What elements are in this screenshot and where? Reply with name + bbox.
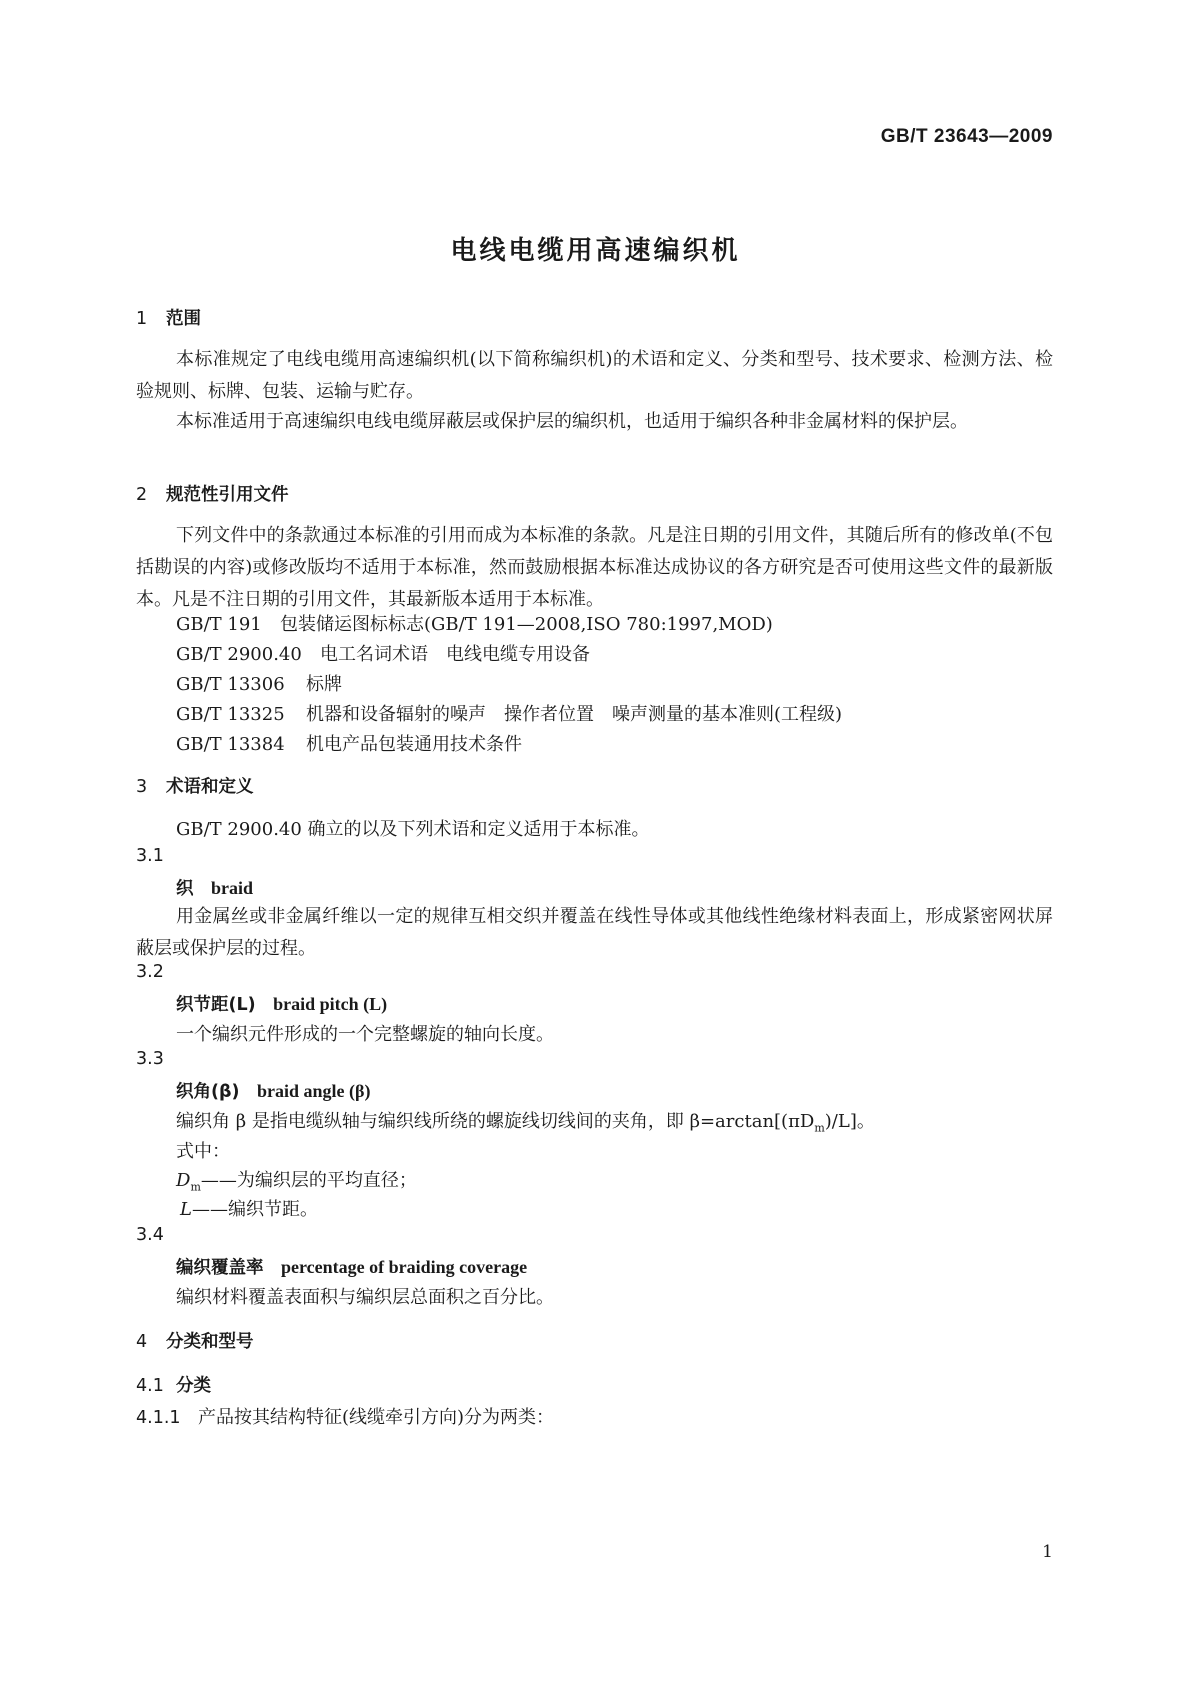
subsection-title: 分类: [176, 1376, 211, 1396]
term-chinese: 织角(β): [176, 1082, 240, 1102]
section-number: 1: [136, 309, 148, 329]
clause-text: 产品按其结构特征(线缆牵引方向)分为两类：: [198, 1407, 555, 1428]
term-heading: [176, 1254, 527, 1279]
term-heading: [176, 875, 253, 900]
subscript: m: [190, 1180, 201, 1194]
term-definition: 编织材料覆盖表面积与编织层总面积之百分比。: [176, 1287, 554, 1308]
document-title: 电线电缆用高速编织机: [450, 236, 741, 266]
term-number: 3.4: [136, 1225, 164, 1245]
section-title: 范围: [166, 309, 201, 329]
reference-item: [176, 640, 590, 666]
section-2-paragraph-1: 下列文件中的条款通过本标准的引用而成为本标准的条款。凡是注日期的引用文件，其随后所有的修改单(不包括勘误的内容)或修改版均不适用于本标准，然而鼓励根据本标准达成协议的各方研究是否可使用这些文件的最新版本。凡是不注日期的引用文件，其最新版本适用于本标准。: [136, 525, 1053, 610]
section-1-paragraph-2: 本标准适用于高速编织电线电缆屏蔽层或保护层的编织机，也适用于编织各种非金属材料的保护层。: [176, 411, 968, 432]
term-english: braid pitch (L): [273, 994, 388, 1014]
reference-text: 机器和设备辐射的噪声 操作者位置 噪声测量的基本准则(工程级): [306, 704, 843, 725]
term-definition: 一个编织元件形成的一个完整螺旋的轴向长度。: [176, 1024, 554, 1045]
section-title: 规范性引用文件: [166, 485, 289, 505]
reference-item: [176, 610, 773, 636]
page-number: 1: [1042, 1542, 1053, 1562]
term-number: 3.1: [136, 846, 164, 866]
section-2-heading: [136, 481, 289, 506]
term-definition: [176, 1107, 875, 1135]
term-chinese: 编织覆盖率: [176, 1258, 264, 1278]
definition-text: 编织角 β 是指电缆纵轴与编织线所绕的螺旋线切线间的夹角，即 β=arctan[(πD: [176, 1111, 815, 1132]
term-english: braid: [211, 878, 254, 898]
section-number: 4: [136, 1332, 148, 1352]
reference-code: GB/T 191: [176, 614, 262, 635]
subscript: m: [814, 1121, 825, 1135]
term-number: 3.2: [136, 962, 164, 982]
term-definition: 用金属丝或非金属纤维以一定的规律互相交织并覆盖在线性导体或其他线性绝缘材料表面上，形成紧密网状屏蔽层或保护层的过程。: [136, 906, 1053, 959]
subsection-4-1-heading: [136, 1372, 211, 1397]
section-title: 术语和定义: [166, 777, 254, 797]
formula-where-label: 式中：: [176, 1141, 230, 1162]
term-chinese: 织: [176, 879, 194, 899]
section-1-paragraph-1: 本标准规定了电线电缆用高速编织机(以下简称编织机)的术语和定义、分类和型号、技术要求、检测方法、检验规则、标牌、包装、运输与贮存。: [136, 349, 1053, 402]
term-english: percentage of braiding coverage: [281, 1257, 528, 1277]
section-title: 分类和型号: [166, 1332, 254, 1352]
reference-item: [176, 730, 522, 756]
term-number: 3.3: [136, 1049, 164, 1069]
term-heading: [176, 1078, 371, 1103]
subsection-number: 4.1: [136, 1376, 164, 1396]
term-heading: [176, 991, 387, 1016]
section-number: 3: [136, 777, 148, 797]
reference-code: GB/T 13306: [176, 674, 285, 695]
variable-symbol: D: [176, 1170, 191, 1191]
reference-code: GB/T 13325: [176, 704, 285, 725]
reference-item: [176, 700, 842, 726]
variable-description: ——为编织层的平均直径；: [200, 1170, 417, 1191]
section-3-intro: GB/T 2900.40 确立的以及下列术语和定义适用于本标准。: [176, 819, 650, 840]
section-number: 2: [136, 485, 148, 505]
definition-text: )/L]。: [824, 1111, 875, 1132]
term-chinese: 织节距(L): [176, 995, 256, 1015]
term-english: braid angle (β): [257, 1081, 371, 1101]
reference-text: 机电产品包装通用技术条件: [306, 734, 522, 755]
formula-variable: [176, 1166, 417, 1194]
clause-number: 4.1.1: [136, 1408, 181, 1428]
clause-4-1-1: [136, 1403, 554, 1429]
reference-code: GB/T 2900.40: [176, 644, 302, 665]
variable-description: ——编织节距。: [191, 1199, 318, 1220]
reference-text: 包装储运图标标志(GB/T 191—2008,ISO 780:1997,MOD): [280, 614, 773, 635]
formula-variable: [180, 1195, 318, 1221]
section-3-heading: [136, 773, 254, 798]
variable-symbol: L: [180, 1199, 192, 1220]
reference-item: [176, 670, 342, 696]
reference-code: GB/T 13384: [176, 734, 285, 755]
standard-number: GB/T 23643—2009: [880, 126, 1053, 147]
reference-text: 电工名词术语 电线电缆专用设备: [320, 644, 590, 665]
section-4-heading: [136, 1328, 254, 1353]
section-1-heading: [136, 305, 201, 330]
reference-text: 标牌: [306, 674, 342, 695]
